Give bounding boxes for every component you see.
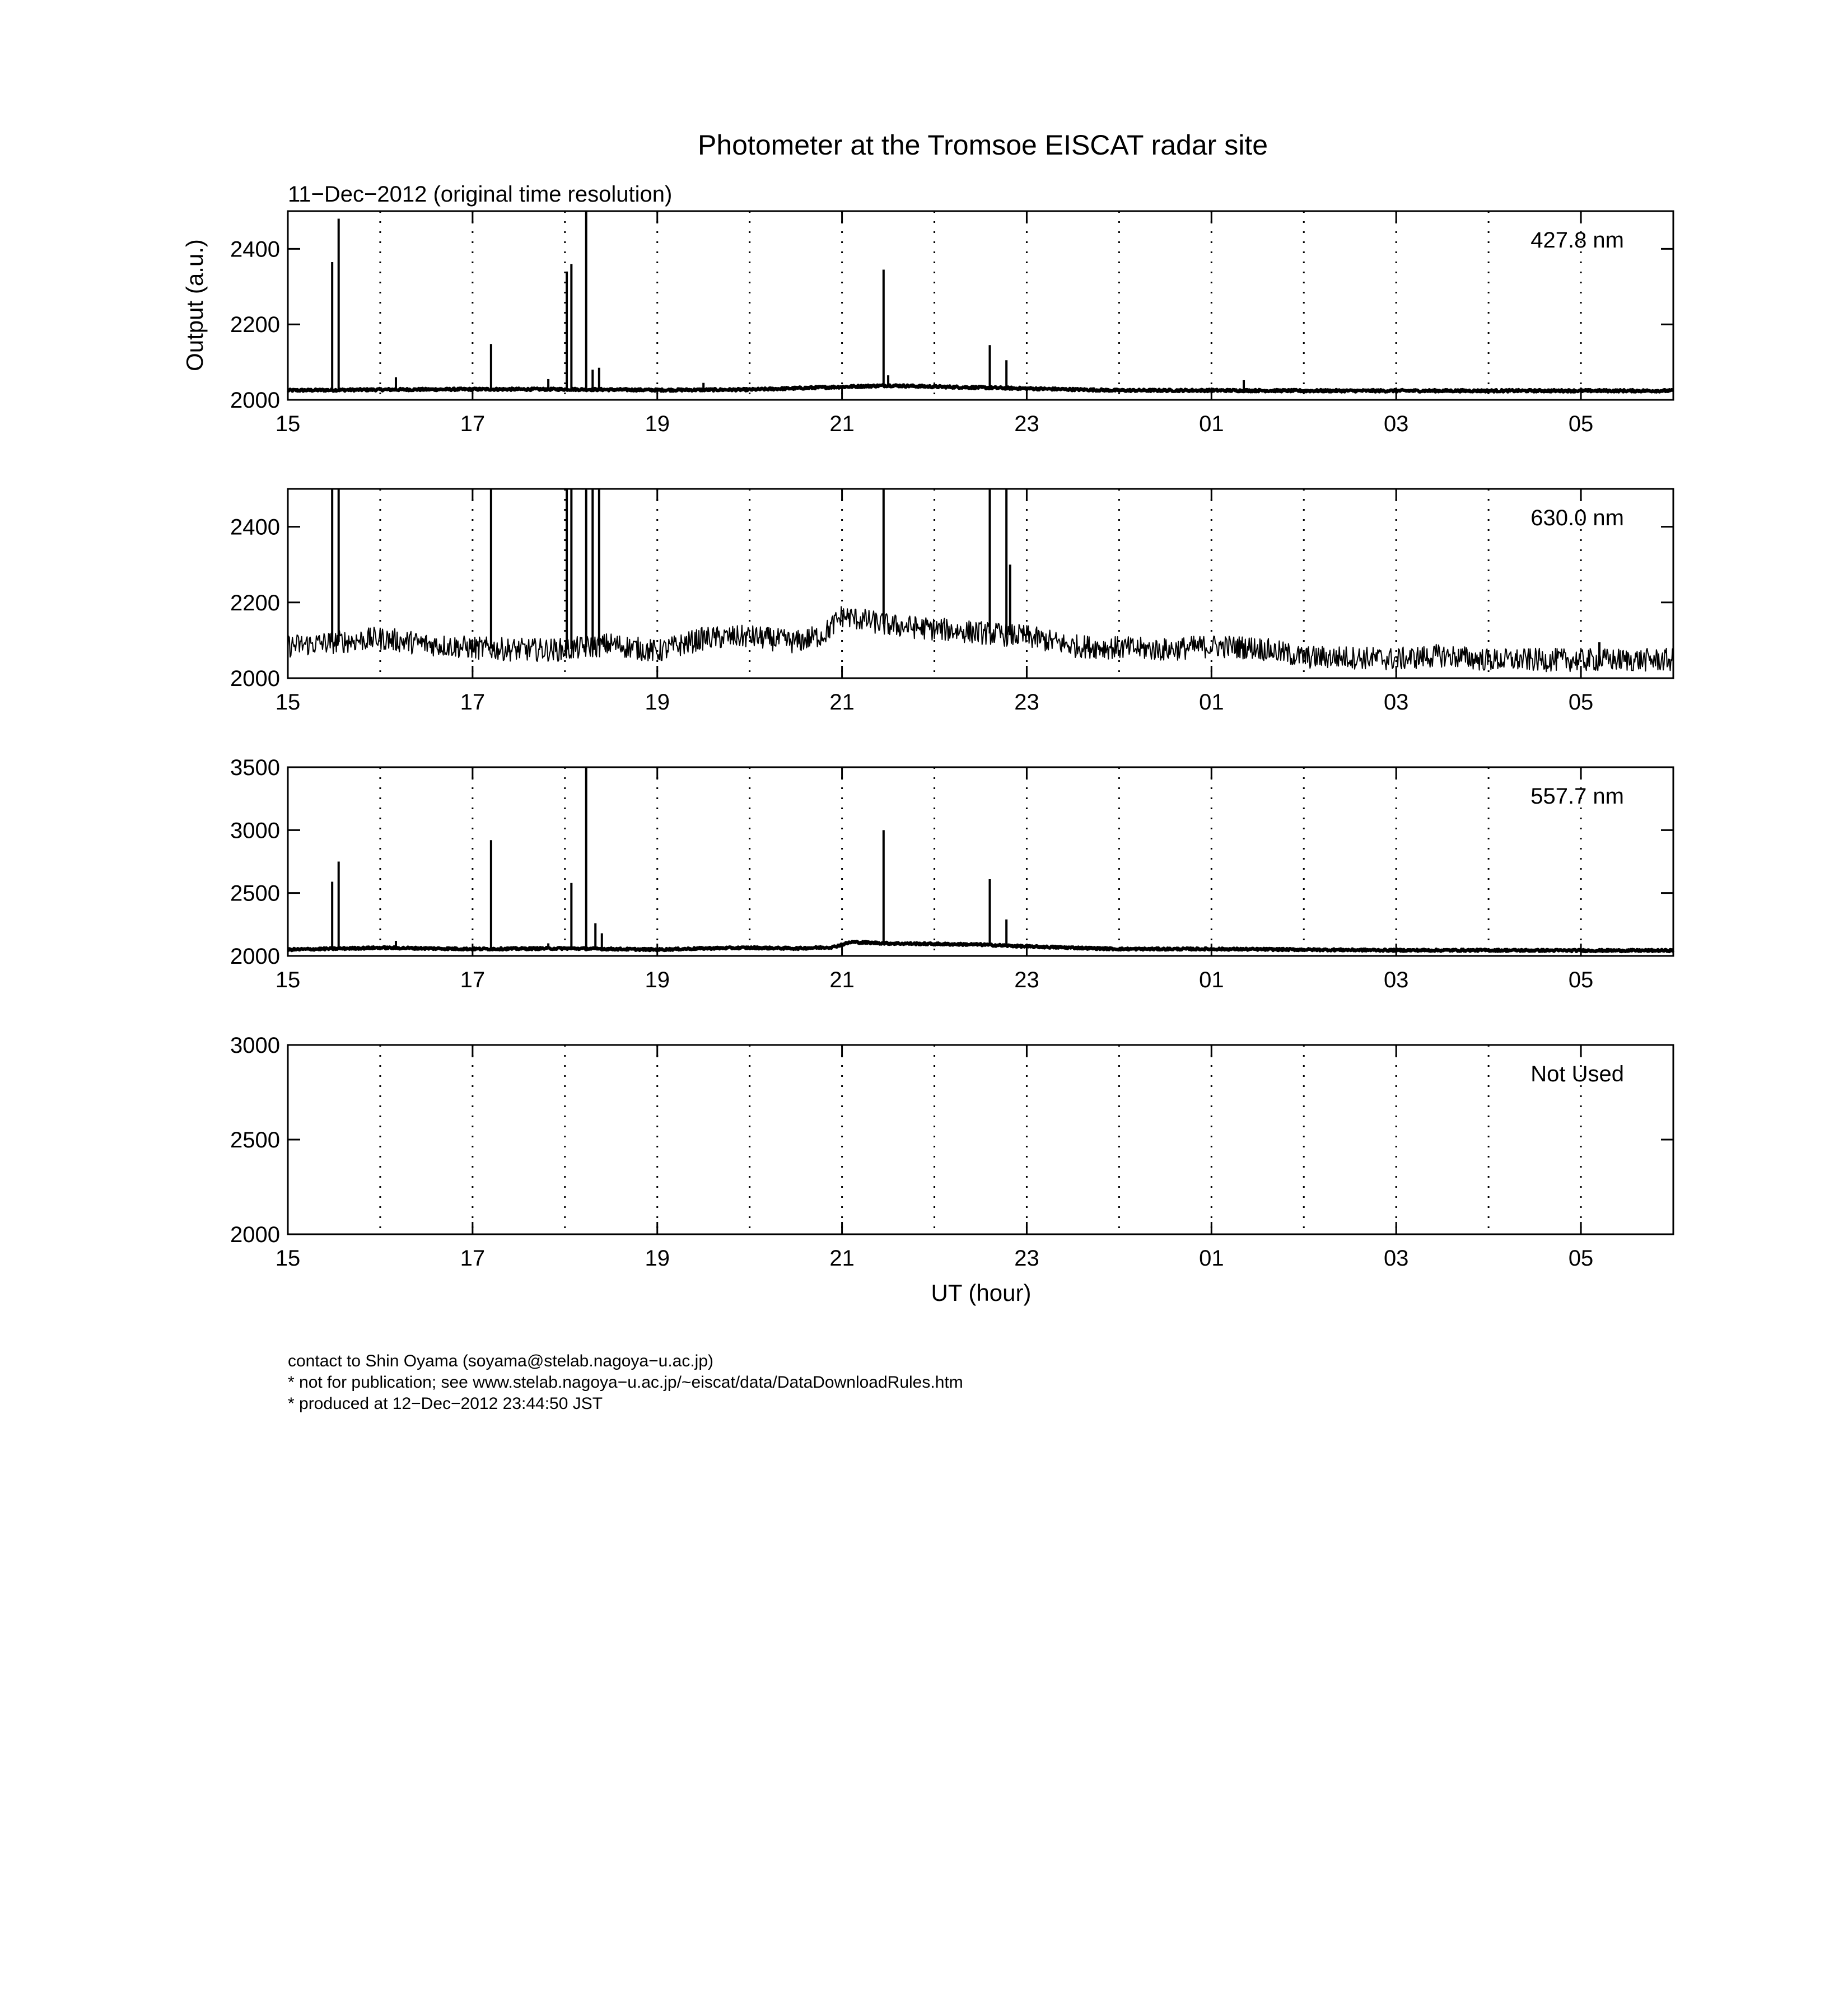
series-line-1: [288, 385, 1673, 392]
y-tick-label: 2000: [230, 666, 280, 691]
x-tick-label: 19: [645, 690, 670, 715]
panel-1: [230, 211, 1673, 436]
x-tick-label: 17: [460, 690, 486, 715]
y-tick-label: 3500: [230, 755, 280, 780]
panel-3: [230, 755, 1673, 992]
series-line-3: [288, 941, 1673, 951]
y-tick-label: 2200: [230, 312, 280, 338]
footer-notes: [288, 1351, 963, 1415]
panel-label: 557.7 nm: [1530, 784, 1624, 809]
panel-frame: [288, 1045, 1673, 1234]
x-tick-label: 23: [1014, 968, 1039, 992]
x-tick-label: 03: [1383, 968, 1409, 992]
panels-group: [230, 211, 1673, 1271]
x-tick-label: 17: [460, 1246, 486, 1271]
x-tick-label: 19: [645, 412, 670, 436]
x-tick-label: 19: [645, 1246, 670, 1271]
panel-frame: [288, 489, 1673, 678]
panel-frame: [288, 767, 1673, 956]
panel-label: Not Used: [1530, 1062, 1624, 1086]
x-tick-label: 03: [1383, 412, 1409, 436]
x-tick-label: 23: [1014, 412, 1039, 436]
x-tick-label: 21: [829, 968, 855, 992]
x-tick-label: 03: [1383, 1246, 1409, 1271]
y-tick-label: 3000: [230, 1033, 280, 1058]
x-tick-label: 05: [1568, 968, 1594, 992]
x-tick-label: 21: [829, 690, 855, 715]
y-tick-label: 2400: [230, 237, 280, 262]
x-tick-label: 05: [1568, 690, 1594, 715]
y-tick-label: 3000: [230, 818, 280, 843]
panel-label: 630.0 nm: [1530, 506, 1624, 530]
x-tick-label: 17: [460, 412, 486, 436]
footer-publication-note: * not for publication; see www.stelab.nagoya−u.ac.jp/~eiscat/data/DataDownloadRules.htm: [288, 1373, 963, 1392]
x-tick-label: 23: [1014, 690, 1039, 715]
x-tick-label: 05: [1568, 1246, 1594, 1271]
x-tick-label: 15: [275, 412, 301, 436]
x-tick-label: 05: [1568, 412, 1594, 436]
x-tick-label: 23: [1014, 1246, 1039, 1271]
x-tick-label: 03: [1383, 690, 1409, 715]
y-tick-label: 2400: [230, 515, 280, 540]
x-tick-label: 21: [829, 412, 855, 436]
x-axis-label: UT (hour): [931, 1280, 1032, 1306]
y-tick-label: 2000: [230, 944, 280, 969]
x-tick-label: 15: [275, 690, 301, 715]
chart-title: Photometer at the Tromsoe EISCAT radar site: [697, 129, 1268, 161]
x-tick-label: 01: [1199, 412, 1224, 436]
chart-subtitle: 11−Dec−2012 (original time resolution): [288, 182, 673, 207]
x-tick-label: 17: [460, 968, 486, 992]
x-tick-label: 15: [275, 1246, 301, 1271]
x-tick-label: 01: [1199, 690, 1224, 715]
panel-4: [230, 1033, 1673, 1271]
x-tick-label: 19: [645, 968, 670, 992]
y-axis-label: Output (a.u.): [181, 239, 208, 371]
footer-contact: contact to Shin Oyama (soyama@stelab.nagoya−u.ac.jp): [288, 1352, 714, 1370]
panel-frame: [288, 211, 1673, 400]
x-tick-label: 01: [1199, 968, 1224, 992]
footer-produced-at: * produced at 12−Dec−2012 23:44:50 JST: [288, 1394, 603, 1413]
y-tick-label: 2000: [230, 1222, 280, 1247]
y-tick-label: 2000: [230, 388, 280, 413]
y-tick-label: 2500: [230, 881, 280, 906]
y-tick-label: 2500: [230, 1128, 280, 1152]
x-tick-label: 01: [1199, 1246, 1224, 1271]
panel-label: 427.8 nm: [1530, 228, 1624, 253]
y-tick-label: 2200: [230, 590, 280, 615]
x-tick-label: 21: [829, 1246, 855, 1271]
x-tick-label: 15: [275, 968, 301, 992]
panel-2: [230, 489, 1673, 715]
series-line-2: [288, 606, 1673, 671]
